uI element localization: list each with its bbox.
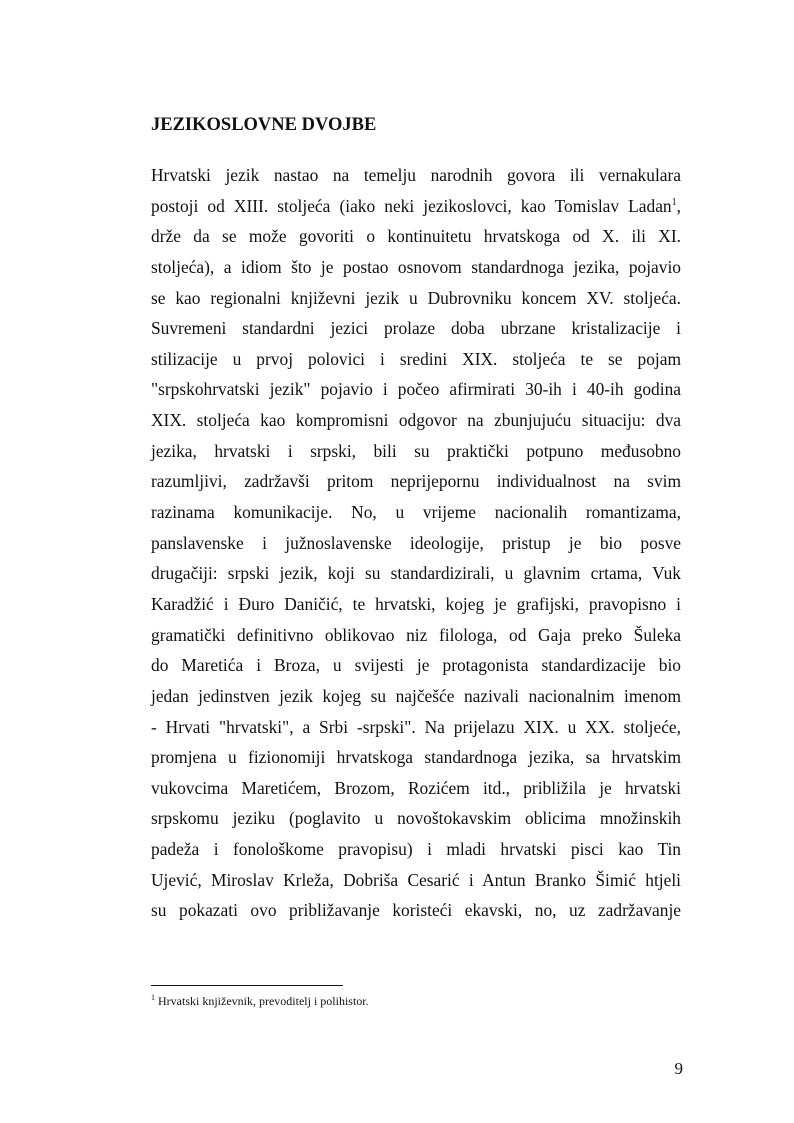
text-line: Hrvatski jezik nastao na temelju narodnih govora ili vernakulara — [151, 165, 681, 185]
text-line: padeža i fonološkome pravopisu) i mladi hrvatski pisci kao Tin — [151, 839, 681, 860]
text-line: stoljeća), a idiom što je postao osnovom standardnoga jezika, pojavio — [151, 256, 681, 277]
page-heading: JEZIKOSLOVNE DVOJBE — [151, 115, 377, 135]
text-line: drže da se može govoriti o kontinuitetu hrvatskoga od X. ili XI. — [151, 226, 681, 247]
page-number: 9 — [674, 1059, 683, 1078]
text-line: vukovcima Maretićem, Brozom, Rozićem itd., približila je hrvatski — [151, 777, 681, 798]
text-line: razumljivi, zadržavši pritom neprijepornu individualnost na svim — [151, 471, 681, 492]
text-line: gramatički definitivno oblikovao niz filologa, od Gaja preko Šuleka — [151, 624, 681, 645]
footnote-marker: 1 — [151, 993, 155, 1002]
text-line: "srpskohrvatski jezik" pojavio i počeo afirmirati 30-ih i 40-ih godina — [151, 379, 681, 400]
text-line: su pokazati ovo približavanje koristeći ekavski, no, uz zadržavanje — [151, 900, 681, 921]
text-line: Suvremeni standardni jezici prolaze doba ubrzane kristalizacije i — [151, 318, 681, 339]
footnote-text: Hrvatski književnik, prevoditelj i polihistor. — [158, 994, 369, 1008]
text-line: srpskomu jeziku (poglavito u novoštokavskim oblicima množinskih — [151, 808, 681, 829]
text-line: drugačiji: srpski jezik, koji su standardizirali, u glavnim crtama, Vuk — [151, 563, 681, 584]
footnote-divider — [151, 985, 343, 986]
text-line: panslavenske i južnoslavenske ideologije, pristup je bio posve — [151, 532, 681, 553]
text-line: Ujević, Miroslav Krleža, Dobriša Cesarić i Antun Branko Šimić htjeli — [151, 869, 681, 890]
text-line: XIX. stoljeća kao kompromisni odgovor na zbunjujuću situaciju: dva — [151, 410, 681, 431]
body-paragraph — [151, 160, 681, 926]
text-line: stilizacije u prvoj polovici i sredini XIX. stoljeća te se pojam — [151, 348, 681, 369]
footnote — [151, 993, 369, 1009]
footnote-ref-trailing-comma: , — [676, 195, 681, 216]
text-line: - Hrvati "hrvatski", a Srbi -srpski". Na prijelazu XIX. u XX. stoljeće, — [151, 716, 681, 737]
text-line: jezika, hrvatski i srpski, bili su praktički potpuno međusobno — [151, 440, 681, 461]
text-line-with-footnote-ref — [151, 191, 681, 222]
text-line-content: postoji od XIII. stoljeća (iako neki jezikoslovci, kao Tomislav Ladan — [151, 195, 672, 216]
text-line: do Maretića i Broza, u svijesti je protagonista standardizacije bio — [151, 655, 681, 676]
text-line: Karadžić i Đuro Daničić, te hrvatski, kojeg je grafijski, pravopisno i — [151, 593, 681, 614]
text-line: razinama komunikacije. No, u vrijeme nacionalih romantizama, — [151, 502, 681, 523]
footnote-reference[interactable]: 1 — [671, 196, 677, 208]
text-line: se kao regionalni književni jezik u Dubrovniku koncem XV. stoljeća. — [151, 287, 681, 308]
text-line: promjena u fizionomiji hrvatskoga standardnoga jezika, sa hrvatskim — [151, 747, 681, 768]
text-line: jedan jedinstven jezik kojeg su najčešće nazivali nacionalnim imenom — [151, 685, 681, 706]
